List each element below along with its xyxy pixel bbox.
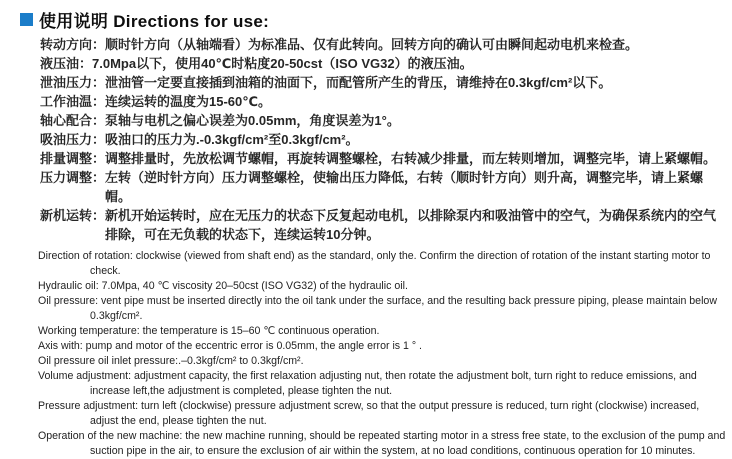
en-instruction-line: Working temperature: the temperature is 15–60 ℃ continuous operation. xyxy=(38,325,380,337)
en-instruction-line: Oil pressure: vent pipe must be inserted directly into the oil tank under the surface, and the resulting back pressure piping, please maintain below 0.3kgf/cm². xyxy=(38,295,717,322)
section-bullet-icon xyxy=(20,13,33,26)
cn-instruction-label: 吸油压力： xyxy=(40,132,106,147)
en-instruction-line: Direction of rotation: clockwise (viewed from shaft end) as the standard, only the. Confirm the direction of rotation of the instant starting motor to check. xyxy=(38,250,711,277)
cn-instruction-line xyxy=(40,149,728,168)
en-instruction-line: Operation of the new machine: the new machine running, should be repeated starting motor in a stress free state, to the exclusion of the pump and suction pipe in the air, to ensure the exclusion of air within the system, at no load conditions, continuous operation for 10 minutes. xyxy=(38,430,726,457)
cn-instruction-line xyxy=(40,54,728,73)
cn-instruction-text: 吸油口的压力为.-0.3kgf/cm²至0.3kgf/cm²。 xyxy=(105,132,359,147)
cn-instruction-label: 排量调整： xyxy=(40,151,106,166)
en-instruction-line: Axis with: pump and motor of the eccentric error is 0.05mm, the angle error is 1 ° . xyxy=(38,340,423,352)
cn-instruction-label: 转动方向： xyxy=(40,37,106,52)
cn-instruction-line xyxy=(40,130,728,149)
cn-instruction-text: 泵轴与电机之偏心误差为0.05mm，角度误差为1°。 xyxy=(105,113,400,128)
chinese-instructions-list xyxy=(40,35,728,244)
cn-instruction-label: 轴心配合： xyxy=(40,113,106,128)
cn-instruction-text: 调整排量时，先放松调节螺帽，再旋转调整螺栓，右转减少排量，而左转则增加，调整完毕，请上紧螺帽。 xyxy=(105,151,717,166)
cn-instruction-line xyxy=(40,92,728,111)
cn-instruction-line xyxy=(40,206,728,244)
cn-instruction-line xyxy=(40,73,728,92)
section-header xyxy=(0,0,732,31)
cn-instruction-line xyxy=(40,35,728,54)
cn-instruction-text: 7.0Mpa以下，使用40℃时粘度20-50cst（ISO VG32）的液压油。 xyxy=(92,56,473,71)
cn-instruction-text: 连续运转的温度为15-60℃。 xyxy=(105,94,272,109)
cn-instruction-text: 左转（逆时针方向）压力调整螺栓，使输出压力降低，右转（顺时针方向）则升高，调整完毕，请上紧螺帽。 xyxy=(105,170,704,204)
cn-instruction-line xyxy=(40,168,728,206)
en-instruction-line: Pressure adjustment: turn left (clockwise) pressure adjustment screw, so that the output pressure is reduced, turn right (clockwise) increased, adjust the end, please tighten the nut. xyxy=(38,400,700,427)
page-title: 使用说明 Directions for use: xyxy=(39,11,270,31)
cn-instruction-text: 新机开始运转时，应在无压力的状态下反复起动电机，以排除泵内和吸油管中的空气，为确保系统内的空气排除，可在无负载的状态下，连续运转10分钟。 xyxy=(105,208,717,242)
cn-instruction-text: 泄油管一定要直接插到油箱的油面下，而配管所产生的背压，请维持在0.3kgf/cm²以下。 xyxy=(105,75,612,90)
cn-instruction-text: 顺时针方向（从轴端看）为标准品、仅有此转向。回转方向的确认可由瞬间起动电机来检查。 xyxy=(105,37,639,52)
en-instruction-line: Hydraulic oil: 7.0Mpa, 40 ℃ viscosity 20–50cst (ISO VG32) of the hydraulic oil. xyxy=(38,280,408,292)
cn-instruction-line xyxy=(40,111,728,130)
en-instruction-line: Volume adjustment: adjustment capacity, the first relaxation adjusting nut, then rotate the adjustment bolt, turn right to reduce emissions, and increase left,the adjustment is completed, please tighten the nut. xyxy=(38,370,697,397)
cn-instruction-label: 压力调整： xyxy=(40,170,106,185)
cn-instruction-label: 液压油： xyxy=(40,56,93,71)
cn-instruction-label: 泄油压力： xyxy=(40,75,106,90)
en-instruction-line: Oil pressure oil inlet pressure:.–0.3kgf/cm² to 0.3kgf/cm². xyxy=(38,355,304,367)
english-instructions-list xyxy=(38,249,730,459)
cn-instruction-label: 新机运转： xyxy=(40,208,106,223)
cn-instruction-label: 工作油温： xyxy=(40,94,106,109)
